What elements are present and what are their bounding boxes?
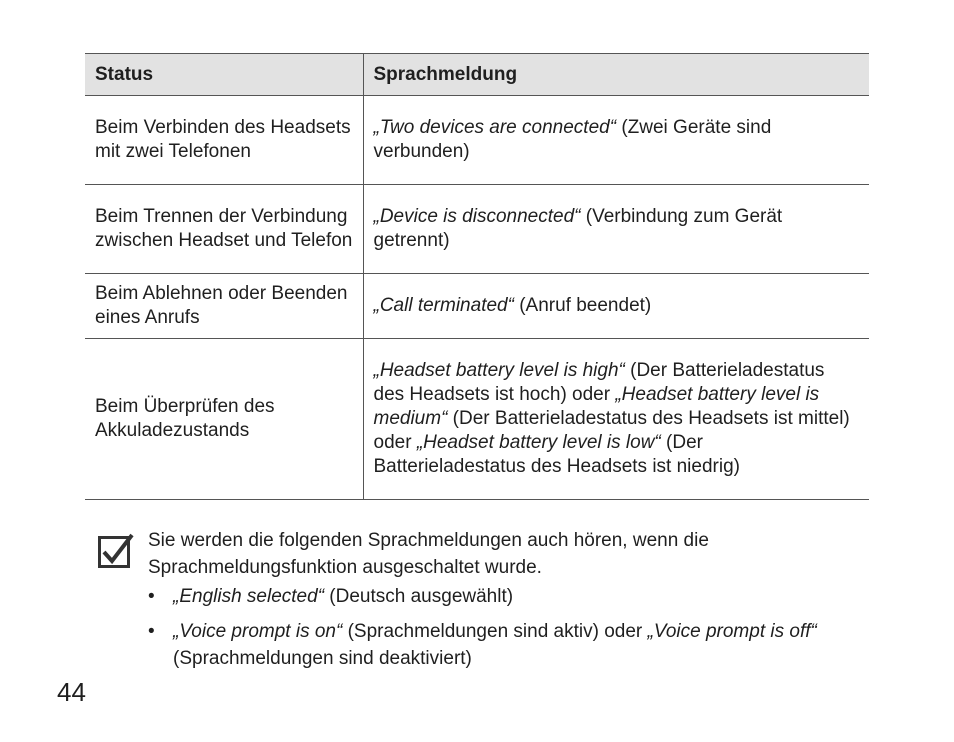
page-number: 44 — [57, 677, 86, 707]
note-text: Sie werden die folgenden Sprachmeldungen auch hören, wenn die Sprachmeldungsfunktion ausgeschaltet wurde. — [148, 530, 709, 578]
message-cell: „Call terminated“ (Anruf beendet) — [363, 274, 869, 339]
table-row — [85, 339, 869, 500]
column-header-status: Status — [85, 54, 363, 96]
voice-prompt-table — [85, 53, 869, 500]
status-cell: Beim Trennen der Verbindung zwischen Headset und Telefon — [85, 185, 363, 274]
column-header-sprachmeldung: Sprachmeldung — [363, 54, 869, 96]
status-cell: Beim Ablehnen oder Beenden eines Anrufs — [85, 274, 363, 339]
message-cell: „Two devices are connected“ (Zwei Geräte sind verbunden) — [363, 96, 869, 185]
list-item — [148, 618, 888, 672]
italic-prompt-text: „Device is disconnected“ — [373, 206, 581, 227]
italic-prompt-text: „Two devices are connected“ — [373, 117, 617, 138]
italic-prompt-text: „Headset battery level is medium“ — [373, 384, 820, 429]
list-item-text: „Voice prompt is on“ (Sprachmeldungen sind aktiv) oder „Voice prompt is off“ (Sprachmeldungen sind deaktiviert) — [173, 621, 817, 669]
status-cell: Beim Überprüfen des Akkuladezustands — [85, 339, 363, 500]
message-cell: „Headset battery level is high“ (Der Batterieladestatus des Headsets ist hoch) oder „Headset battery level is medium“ (Der Batterieladestatus des Headsets ist mittel) oder „Headset battery level is low“ (Der Batterieladestatus des Headsets ist niedrig) — [363, 339, 869, 500]
italic-prompt-text: „Headset battery level is low“ — [416, 432, 661, 453]
table-row — [85, 185, 869, 274]
message-cell: „Device is disconnected“ (Verbindung zum Gerät getrennt) — [363, 185, 869, 274]
table-header-row — [85, 54, 869, 96]
italic-prompt-text: „Voice prompt is on“ — [173, 621, 343, 642]
italic-prompt-text: „English selected“ — [173, 586, 325, 607]
italic-prompt-text: „Voice prompt is off“ — [647, 621, 817, 642]
status-cell: Beim Verbinden des Headsets mit zwei Telefonen — [85, 96, 363, 185]
list-item-text: „English selected“ (Deutsch ausgewählt) — [173, 586, 514, 607]
note-bullet-list — [148, 583, 888, 672]
italic-prompt-text: „Call terminated“ — [373, 295, 514, 316]
table-row — [85, 96, 869, 185]
italic-prompt-text: „Headset battery level is high“ — [373, 360, 625, 381]
bullet-icon: • — [148, 621, 155, 642]
table-row — [85, 274, 869, 339]
checkbox-icon — [98, 532, 130, 564]
bullet-icon: • — [148, 586, 155, 607]
list-item — [148, 583, 888, 610]
